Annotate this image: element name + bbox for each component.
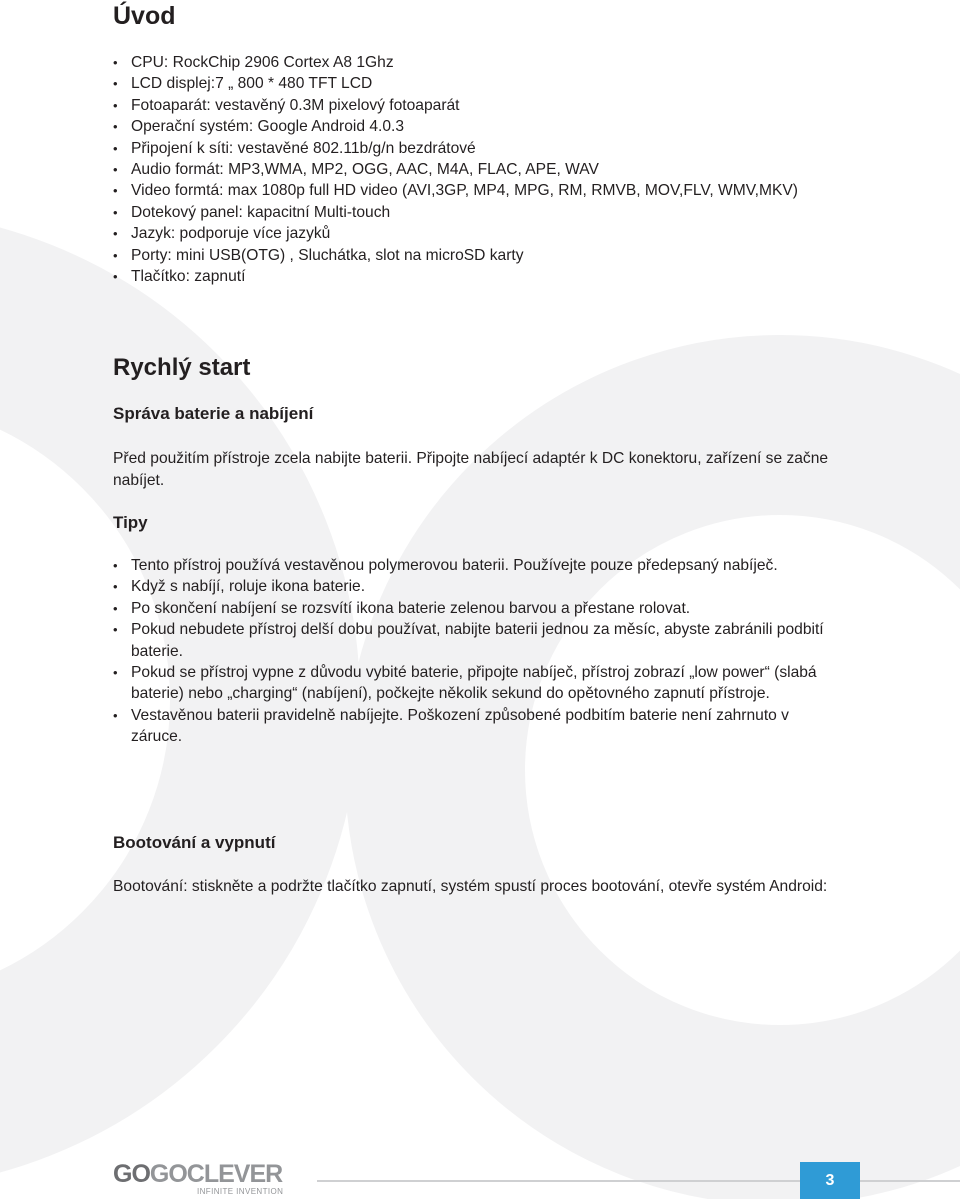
tips-list <box>113 555 843 748</box>
spec-item: • Porty: mini USB(OTG) , Sluchátka, slot na microSD karty <box>113 245 813 266</box>
tip-item: • Pokud se přístroj vypne z důvodu vybité baterie, připojte nabíječ, přístroj zobrazí „low power“ (slabá baterie) nebo „charging“ (nabíjení), počkejte několik sekund do opětovného zapnutí přístroje. <box>113 662 843 705</box>
tips-heading: Tipy <box>113 513 148 532</box>
spec-item: • Video formtá: max 1080p full HD video (AVI,3GP, MP4, MPG, RM, RMVB, MOV,FLV, WMV,MKV) <box>113 180 813 201</box>
spec-item: • Operační systém: Google Android 4.0.3 <box>113 116 813 137</box>
spec-item: • Tlačítko: zapnutí <box>113 266 813 287</box>
boot-text: Bootování: stiskněte a podržte tlačítko zapnutí, systém spustí proces bootování, otevře systém Android: <box>113 878 828 895</box>
boot-heading: Bootování a vypnutí <box>113 833 276 852</box>
spec-item: • Jazyk: podporuje více jazyků <box>113 223 813 244</box>
battery-text: Před použitím přístroje zcela nabijte baterii. Připojte nabíjecí adaptér k DC konektoru, zařízení se začne nabíjet. <box>113 450 829 489</box>
logo-wordmark: GOGOCLEVER <box>113 1160 283 1188</box>
spec-item: • Dotekový panel: kapacitní Multi-touch <box>113 202 813 223</box>
logo-tagline: INFINITE INVENTION <box>197 1187 284 1196</box>
tip-item: • Po skončení nabíjení se rozsvítí ikona baterie zelenou barvou a přestane rolovat. <box>113 598 843 619</box>
spec-item: • Fotoaparát: vestavěný 0.3M pixelový fotoaparát <box>113 95 813 116</box>
spec-item: • Připojení k síti: vestavěné 802.11b/g/n bezdrátové <box>113 138 813 159</box>
tip-item: • Vestavěnou baterii pravidelně nabíjejte. Poškození způsobené podbitím baterie není zahrnuto v záruce. <box>113 705 843 748</box>
spec-item: • CPU: RockChip 2906 Cortex A8 1Ghz <box>113 52 813 73</box>
spec-list <box>113 52 813 287</box>
page-number: 3 <box>825 1172 835 1189</box>
tip-item: • Když s nabíjí, roluje ikona baterie. <box>113 576 843 597</box>
tip-item: • Pokud nebudete přístroj delší dobu používat, nabijte baterii jednou za měsíc, abyste zabránili podbití baterie. <box>113 619 843 662</box>
spec-item: • LCD displej:7 „ 800 * 480 TFT LCD <box>113 73 813 94</box>
footer-rule <box>317 1180 960 1182</box>
tip-item: • Tento přístroj používá vestavěnou polymerovou baterii. Používejte pouze předepsaný nabíječ. <box>113 555 843 576</box>
intro-title: Úvod <box>113 2 176 30</box>
battery-heading: Správa baterie a nabíjení <box>113 404 314 423</box>
goclever-logo <box>113 1161 303 1197</box>
spec-item: • Audio formát: MP3,WMA, MP2, OGG, AAC, M4A, FLAC, APE, WAV <box>113 159 813 180</box>
quickstart-title: Rychlý start <box>113 354 251 381</box>
